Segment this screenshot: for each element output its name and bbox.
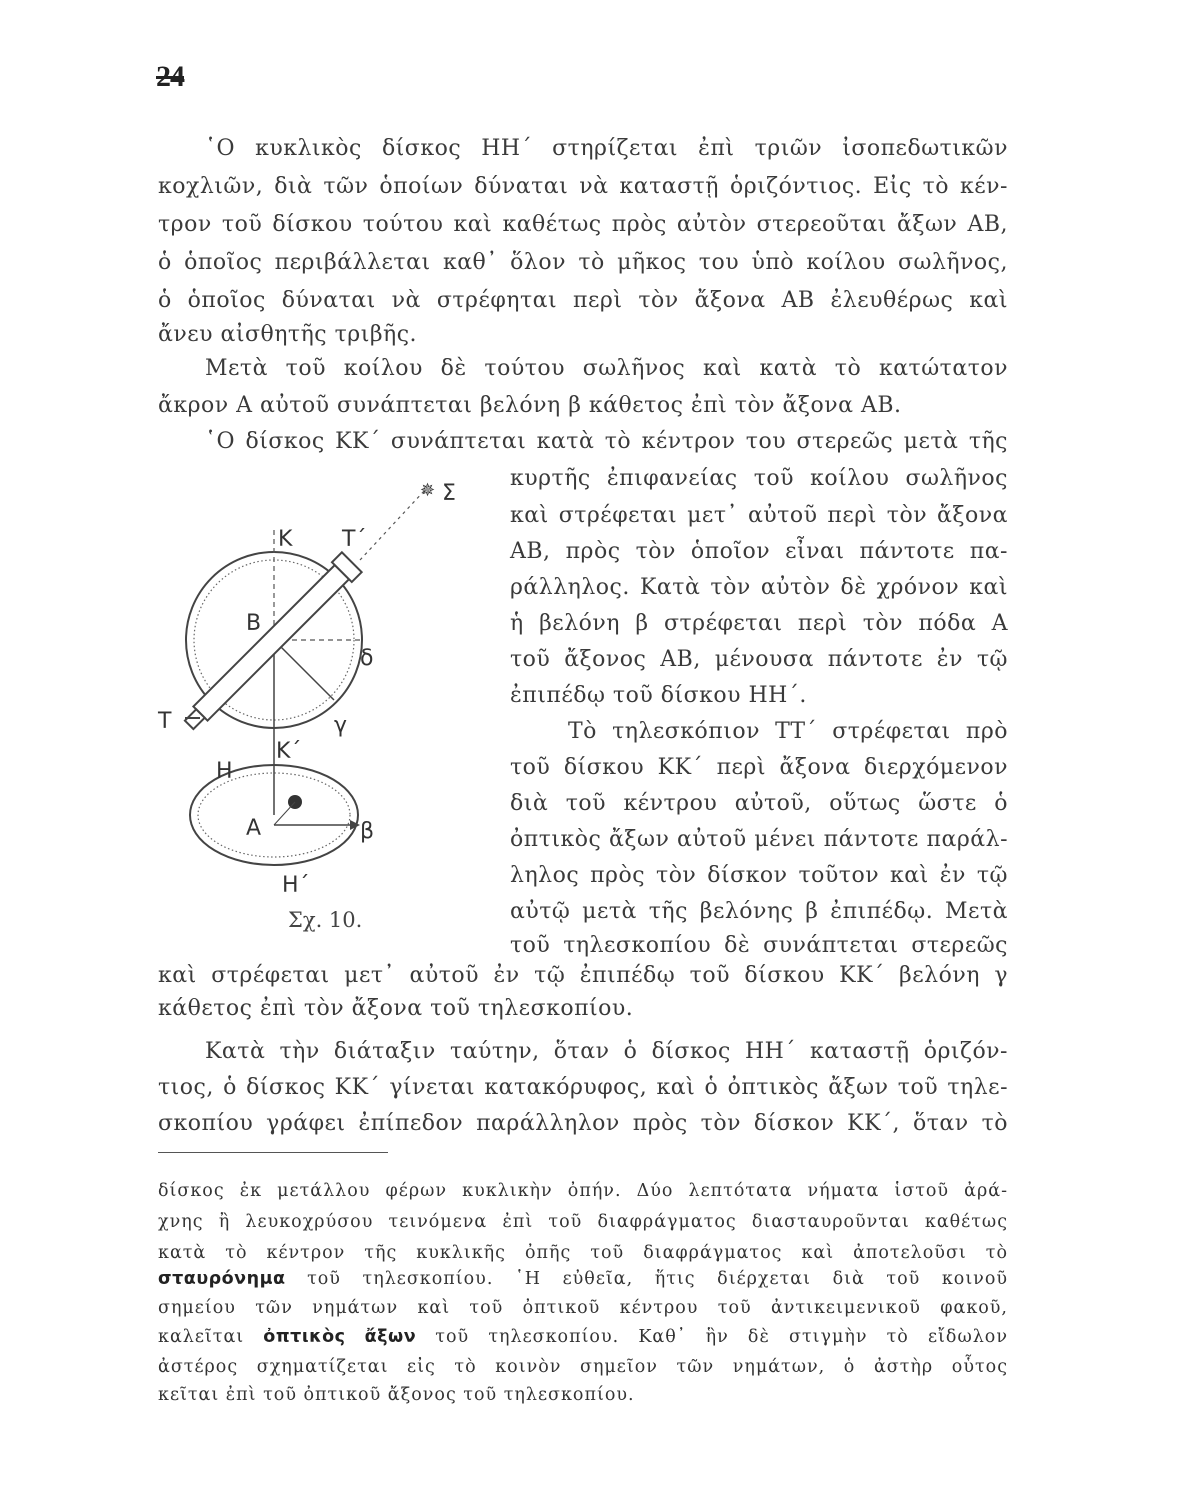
paragraph-4-line: Τὸ τηλεσκόπιον ΤΤ΄ στρέφεται πρὸ <box>568 719 1008 744</box>
footnote-term: σταυρόνημα <box>158 1269 286 1289</box>
label-t-prime: Τ΄ <box>342 527 367 552</box>
paragraph-3-line: ΑΒ, πρὸς τὸν ὁποῖον εἶναι πάντοτε πα- <box>510 539 1008 564</box>
figure-caption: Σχ. 10. <box>288 908 363 932</box>
sight-line <box>360 490 425 560</box>
gamma-needle <box>274 640 334 700</box>
footnote-text: τοῦ τηλεσκοπίου. ῾Η εὐθεῖα, ἥτις διέρχεται διὰ τοῦ κοινοῦ <box>285 1269 1008 1289</box>
footnote-text: καλεῖται <box>158 1327 264 1347</box>
paragraph-4-line: ὀπτικὸς ἄξων αὐτοῦ μένει πάντοτε παράλ- <box>510 827 1008 852</box>
footnote-line: κατὰ τὸ κέντρον τῆς κυκλικῆς ὀπῆς τοῦ διαφράγματος καὶ ἀποτελοῦσι τὸ <box>158 1243 1008 1263</box>
footnote-line: κεῖται ἐπὶ τοῦ ὀπτικοῦ ἄξονος τοῦ τηλεσκοπίου. <box>158 1385 635 1405</box>
paragraph-4-line: κάθετος ἐπὶ τὸν ἄξονα τοῦ τηλεσκοπίου. <box>158 996 634 1021</box>
paragraph-3-line: ράλληλος. Κατὰ τὸν αὐτὸν δὲ χρόνον καὶ <box>510 575 1008 600</box>
footnote-line: δίσκος ἐκ μετάλλου φέρων κυκλικὴν ὀπήν. Δύο λεπτότατα νήματα ἱστοῦ ἀρά- <box>158 1181 1008 1201</box>
label-k: Κ <box>278 527 293 552</box>
footnote-line: χνης ἢ λευκοχρύσου τεινόμενα ἐπὶ τοῦ διαφράγματος διασταυροῦνται καθέτως <box>158 1212 1008 1232</box>
footnote-line <box>158 1268 1008 1291</box>
paragraph-1-line: ῾Ο κυκλικὸς δίσκος ΗΗ΄ στηρίζεται ἐπὶ τριῶν ἰσοπεδωτικῶν <box>205 136 1008 161</box>
paragraph-5-line: τιος, ὁ δίσκος ΚΚ΄ γίνεται κατακόρυφος, καὶ ὁ ὀπτικὸς ἄξων τοῦ τηλε- <box>158 1075 1008 1100</box>
paragraph-3-line: ῾Ο δίσκος ΚΚ΄ συνάπτεται κατὰ τὸ κέντρον του στερεῶς μετὰ τῆς <box>205 429 1008 454</box>
paragraph-1-line: κοχλιῶν, διὰ τῶν ὁποίων δύναται νὰ καταστῇ ὁριζόντιος. Εἰς τὸ κέν- <box>158 174 1008 199</box>
label-t: Τ <box>158 709 172 734</box>
paragraph-2-line: ἄκρον Α αὐτοῦ συνάπτεται βελόνη β κάθετος ἐπὶ τὸν ἄξονα ΑΒ. <box>158 393 902 418</box>
label-beta: β <box>360 819 375 844</box>
paragraph-1-line: τρον τοῦ δίσκου τούτου καὶ καθέτως πρὸς αὐτὸν στερεοῦται ἄξων ΑΒ, <box>158 212 1008 237</box>
label-h-prime: Η΄ <box>282 873 310 898</box>
footnote-line: σημείου τῶν νημάτων καὶ τοῦ ὀπτικοῦ κέντρου τοῦ ἀντικειμενικοῦ φακοῦ, <box>158 1298 1008 1318</box>
paragraph-2-line: Μετὰ τοῦ κοίλου δὲ τούτου σωλῆνος καὶ κατὰ τὸ κατώτατον <box>205 356 1008 381</box>
label-delta: δ <box>360 646 374 671</box>
paragraph-3-line: καὶ στρέφεται μετ᾽ αὐτοῦ περὶ τὸν ἄξονα <box>510 503 1008 528</box>
paragraph-3-line: τοῦ ἄξονος ΑΒ, μένουσα πάντοτε ἐν τῷ <box>510 647 1008 672</box>
paragraph-4-line: διὰ τοῦ κέντρου αὐτοῦ, οὕτως ὥστε ὁ <box>510 791 1008 816</box>
paragraph-4-line: ληλος πρὸς τὸν δίσκον τοῦτον καὶ ἐν τῷ <box>510 863 1008 888</box>
paragraph-3-line: κυρτῆς ἐπιφανείας τοῦ κοίλου σωλῆνος <box>510 466 1008 491</box>
footnote-term: ὀπτικὸς ἄξων <box>263 1327 417 1347</box>
label-sigma: Σ <box>442 481 456 506</box>
paragraph-3-line: ἐπιπέδῳ τοῦ δίσκου ΗΗ΄. <box>510 683 807 708</box>
page-number: 24 <box>156 60 184 93</box>
paragraph-5-line: σκοπίου γράφει ἐπίπεδον παράλληλον πρὸς τὸν δίσκον ΚΚ΄, ὅταν τὸ <box>158 1111 1008 1136</box>
footnote-line <box>158 1326 1008 1349</box>
a-connector <box>274 802 295 825</box>
paragraph-1-line: ὁ ὁποῖος δύναται νὰ στρέφηται περὶ τὸν ἄξονα ΑΒ ἐλευθέρως καὶ <box>158 288 1008 313</box>
paragraph-4-line: τοῦ τηλεσκοπίου δὲ συνάπτεται στερεῶς <box>510 933 1008 958</box>
footnote-line: ἀστέρος σχηματίζεται εἰς τὸ κοινὸν σημεῖον τῶν νημάτων, ὁ ἀστὴρ οὗτος <box>158 1357 1008 1377</box>
label-a: Α <box>246 816 262 841</box>
paragraph-1-line: ὁ ὁποῖος περιβάλλεται καθ᾽ ὅλον τὸ μῆκος του ὑπὸ κοίλου σωλῆνος, <box>158 250 1008 275</box>
footnote-rule <box>158 1152 388 1153</box>
paragraph-5-line: Κατὰ τὴν διάταξιν ταύτην, ὅταν ὁ δίσκος ΗΗ΄ καταστῇ ὁριζόν- <box>205 1039 1008 1064</box>
paragraph-3-line: ἡ βελόνη β στρέφεται περὶ τὸν πόδα Α <box>510 611 1008 636</box>
label-b: Β <box>246 611 262 636</box>
label-k-prime: Κ΄ <box>276 739 302 764</box>
paragraph-1-line: ἄνευ αἰσθητῆς τριβῆς. <box>158 322 418 347</box>
star-icon: ✵ <box>420 480 436 501</box>
paragraph-4-line: αὐτῷ μετὰ τῆς βελόνης β ἐπιπέδῳ. Μετὰ <box>510 899 1008 924</box>
label-gamma: γ <box>334 713 348 738</box>
telescope-tt <box>179 552 361 734</box>
label-h: Η <box>216 759 233 784</box>
footnote-text: τοῦ τηλεσκοπίου. Καθ᾽ ἣν δὲ στιγμὴν τὸ εἴδωλον <box>416 1327 1008 1347</box>
paragraph-4-line: τοῦ δίσκου ΚΚ΄ περὶ ἄξονα διερχόμενον <box>510 755 1008 780</box>
paragraph-4-line: καὶ στρέφεται μετ᾽ αὐτοῦ ἐν τῷ ἐπιπέδῳ τοῦ δίσκου ΚΚ΄ βελόνη γ <box>158 963 1008 988</box>
figure-10-diagram <box>150 460 500 900</box>
